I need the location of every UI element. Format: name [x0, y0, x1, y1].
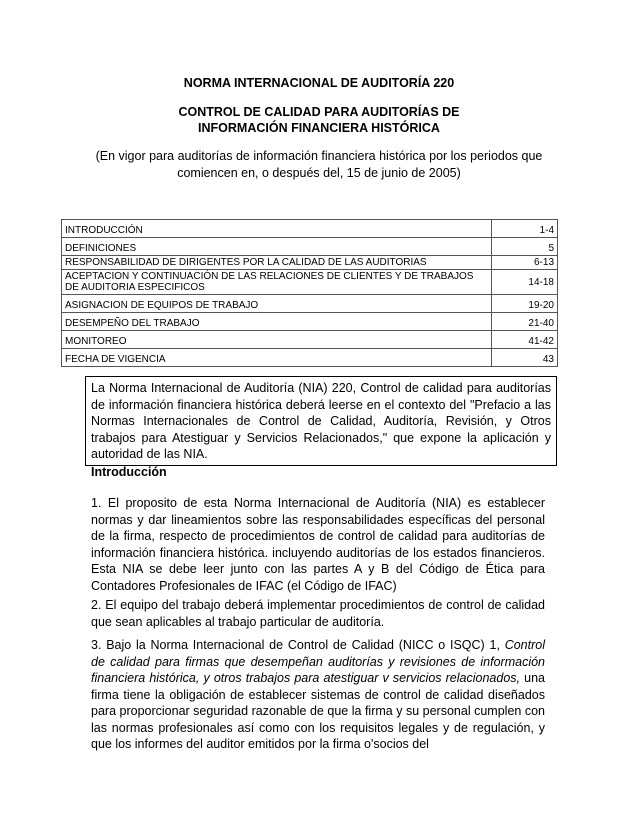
toc-section: DESEMPEÑO DEL TRABAJO [62, 313, 492, 331]
paragraph-3 [91, 637, 545, 753]
effective-date-note [80, 148, 558, 182]
toc-row [62, 331, 558, 349]
toc-paragraphs: 6-13 [491, 256, 557, 270]
toc-section: ASIGNACION DE EQUIPOS DE TRABAJO [62, 295, 492, 313]
document-subtitle [0, 104, 638, 136]
toc-row [62, 220, 558, 238]
toc-paragraphs: 19-20 [491, 295, 557, 313]
paragraph-3-end: una firma tiene la obligación de establecer sistemas de control de calidad diseñados para proporcionar seguridad razonable de que la firma y su personal cumplen con las normas profesionales así como con los requisitos legales y de regulación, y que los informes del auditor emitidos por la firma o'socios del [91, 671, 545, 751]
table-of-contents [61, 219, 558, 367]
document-title: NORMA INTERNACIONAL DE AUDITORÍA 220 [183, 76, 455, 90]
paragraph-3-start: 3. Bajo la Norma Internacional de Control de Calidad (NICC o ISQC) 1, [91, 638, 505, 652]
toc-section: FECHA DE VIGENCIA [62, 349, 492, 367]
toc-row [62, 295, 558, 313]
context-notice-box: La Norma Internacional de Auditoría (NIA) 220, Control de calidad para auditorías de información financiera histórica deberá leerse en el contexto del "Prefacio a las Normas Internacionales de Control de Calidad, Auditoría, Revisión, y Otros trabajos para Atestiguar y Servicios Relacionados," que expone la aplicación y autoridad de las NIA. [85, 376, 557, 466]
toc-section: INTRODUCCIÓN [62, 220, 492, 238]
paragraph-2 [91, 597, 545, 630]
toc-paragraphs: 43 [491, 349, 557, 367]
toc-paragraphs: 14-18 [491, 270, 557, 295]
toc-paragraphs: 21-40 [491, 313, 557, 331]
effective-line-1: (En vigor para auditorías de información financiera histórica por los periodos que [95, 149, 543, 163]
toc-paragraphs: 41-42 [491, 331, 557, 349]
paragraph-3-italic-title: Control de calidad para firmas que desempeñan auditorías y revisiones de información financiera histórica, y otros trabajos para atestiguar v servicios relacionados, [91, 638, 545, 685]
toc-section: MONITOREO [62, 331, 492, 349]
toc-row [62, 349, 558, 367]
toc-section: RESPONSABILIDAD DE DIRIGENTES POR LA CALIDAD DE LAS AUDITORIAS [62, 256, 492, 270]
toc-row [62, 270, 558, 295]
paragraph-3-text [91, 637, 545, 753]
toc-row [62, 238, 558, 256]
toc-paragraphs: 1-4 [491, 220, 557, 238]
toc-section: ACEPTACION Y CONTINUACIÓN DE LAS RELACIONES DE CLIENTES Y DE TRABAJOS DE AUDITORIA ESPECIFICOS [62, 270, 492, 295]
paragraph-1 [91, 495, 545, 594]
paragraph-1-text: 1. El proposito de esta Norma Internacional de Auditoría (NIA) es establecer normas y dar lineamientos sobre las responsabilidades específicas del personal de la firma, respecto de procedimientos de control de calidad para auditorías de información financiera histórica. incluyendo auditorías de los estados financieros. Esta NIA se debe leer junto con las partes A y B del Código de Ética para Contadores Profesionales de IFAC (el Código de IFAC) [91, 496, 545, 593]
toc-section: DEFINICIONES [62, 238, 492, 256]
subtitle-line-2: INFORMACIÓN FINANCIERA HISTÓRICA [198, 121, 440, 135]
toc-row [62, 256, 558, 270]
effective-line-2: comiencen en, o después del, 15 de junio de 2005) [177, 166, 461, 180]
paragraph-2-text: 2. El equipo del trabajo deberá implementar procedimientos de control de calidad que sean aplicables al trabajo particular de auditoría. [91, 598, 545, 629]
toc-paragraphs: 5 [491, 238, 557, 256]
section-heading-introduccion: Introducción [91, 465, 167, 479]
subtitle-line-1: CONTROL DE CALIDAD PARA AUDITORÍAS DE [178, 105, 460, 119]
toc-row [62, 313, 558, 331]
